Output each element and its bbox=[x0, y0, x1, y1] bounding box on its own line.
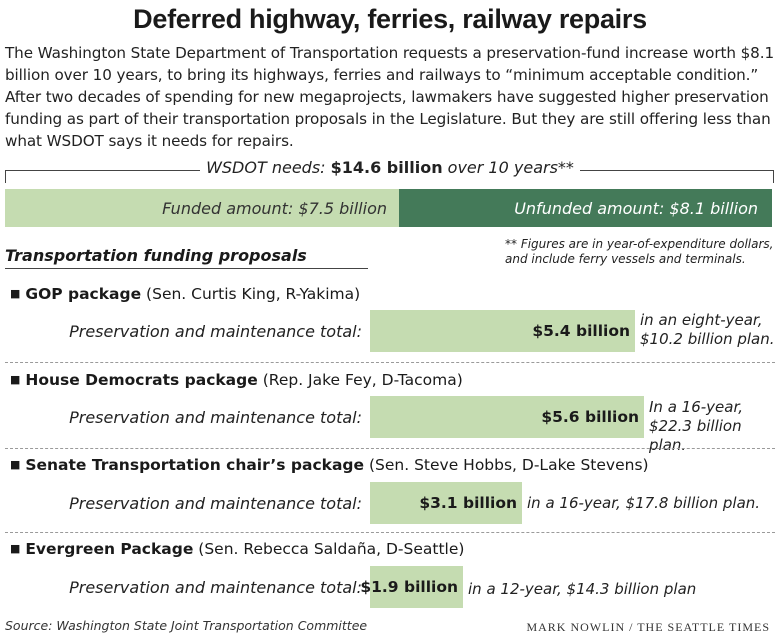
package-house-category-label: Preservation and maintenance total: bbox=[69, 408, 362, 427]
divider bbox=[5, 362, 775, 363]
package-house-note-line-1: In a 16-year, bbox=[649, 398, 744, 416]
package-senate-category-label: Preservation and maintenance total: bbox=[69, 494, 362, 513]
footnote-line-1: ** Figures are in year-of-expenditure dollars, bbox=[505, 237, 774, 251]
intro-paragraph: The Washington State Department of Transportation requests a preservation-fund increase worth $8.1 billion over 10 years, to bring its highways, ferries and railways to “minimum acceptable condition.” After two decades of spending for new megaprojects, lawmakers have suggested higher preservation funding as part of their transportation proposals in the Legislature. But they are still offering less than what WSDOT says it needs for repairs. bbox=[5, 44, 775, 150]
package-evergreen-value-label: $1.9 billion bbox=[360, 578, 458, 596]
package-gop-value-label: $5.4 billion bbox=[532, 322, 630, 340]
package-gop-bar bbox=[370, 310, 635, 352]
needs-stacked-bar bbox=[5, 189, 772, 227]
package-evergreen-name: Evergreen Package bbox=[25, 540, 194, 558]
package-gop-category-label: Preservation and maintenance total: bbox=[69, 322, 362, 341]
package-house-title bbox=[10, 371, 463, 389]
package-gop-title bbox=[10, 285, 360, 303]
package-senate-note bbox=[527, 494, 760, 513]
funded-segment bbox=[5, 189, 399, 227]
package-house-bar bbox=[370, 396, 644, 438]
bullet-icon: ■ bbox=[10, 458, 21, 471]
package-senate-sponsor: (Sen. Steve Hobbs, D-Lake Stevens) bbox=[364, 456, 649, 474]
package-gop-note-line-2: $10.2 billion plan. bbox=[640, 330, 775, 348]
needs-suffix: over 10 years** bbox=[442, 158, 574, 177]
package-house-value-label: $5.6 billion bbox=[541, 408, 639, 426]
chart-title: Deferred highway, ferries, railway repairs bbox=[133, 4, 647, 34]
package-senate-value-label: $3.1 billion bbox=[419, 494, 517, 512]
package-house-note-line-2: $22.3 billion plan. bbox=[649, 417, 742, 454]
bullet-icon: ■ bbox=[10, 373, 21, 386]
package-evergreen-bar bbox=[360, 566, 463, 608]
unfunded-segment bbox=[399, 189, 772, 227]
footnote bbox=[505, 237, 774, 267]
package-gop-sponsor: (Sen. Curtis King, R-Yakima) bbox=[141, 285, 361, 303]
funded-segment-label: Funded amount: $7.5 billion bbox=[162, 198, 387, 218]
package-evergreen-title bbox=[10, 540, 464, 558]
divider bbox=[5, 448, 775, 449]
package-gop-note bbox=[640, 311, 775, 349]
unfunded-segment-label: Unfunded amount: $8.1 billion bbox=[514, 198, 758, 218]
bullet-icon: ■ bbox=[10, 287, 21, 300]
proposals-heading: Transportation funding proposals bbox=[5, 246, 307, 265]
needs-amount: $14.6 billion bbox=[330, 158, 443, 177]
package-senate-note-line-1: in a 16-year, $17.8 billion plan. bbox=[527, 494, 761, 512]
needs-prefix: WSDOT needs: bbox=[206, 158, 331, 177]
package-house-name: House Democrats package bbox=[25, 371, 258, 389]
divider bbox=[5, 532, 775, 533]
package-evergreen-category-label: Preservation and maintenance total: bbox=[69, 578, 362, 597]
package-gop-name: GOP package bbox=[25, 285, 142, 303]
package-senate-name: Senate Transportation chair’s package bbox=[25, 456, 365, 474]
package-senate-bar bbox=[370, 482, 522, 524]
package-evergreen-note bbox=[468, 580, 696, 599]
footnote-line-2: and include ferry vessels and terminals. bbox=[505, 252, 746, 266]
package-senate-title bbox=[10, 456, 649, 474]
package-house-note bbox=[649, 398, 780, 455]
package-gop-note-line-1: in an eight-year, bbox=[640, 311, 763, 329]
bullet-icon: ■ bbox=[10, 542, 21, 555]
source-credit: Source: Washington State Joint Transportation Committee bbox=[5, 618, 368, 633]
package-house-sponsor: (Rep. Jake Fey, D-Tacoma) bbox=[257, 371, 463, 389]
package-evergreen-sponsor: (Sen. Rebecca Saldaña, D-Seattle) bbox=[193, 540, 465, 558]
proposals-heading-rule bbox=[5, 268, 368, 269]
needs-label bbox=[0, 158, 780, 177]
byline-credit: MARK NOWLIN / THE SEATTLE TIMES bbox=[526, 620, 770, 634]
package-evergreen-note-line-1: in a 12-year, $14.3 billion plan bbox=[468, 580, 697, 598]
